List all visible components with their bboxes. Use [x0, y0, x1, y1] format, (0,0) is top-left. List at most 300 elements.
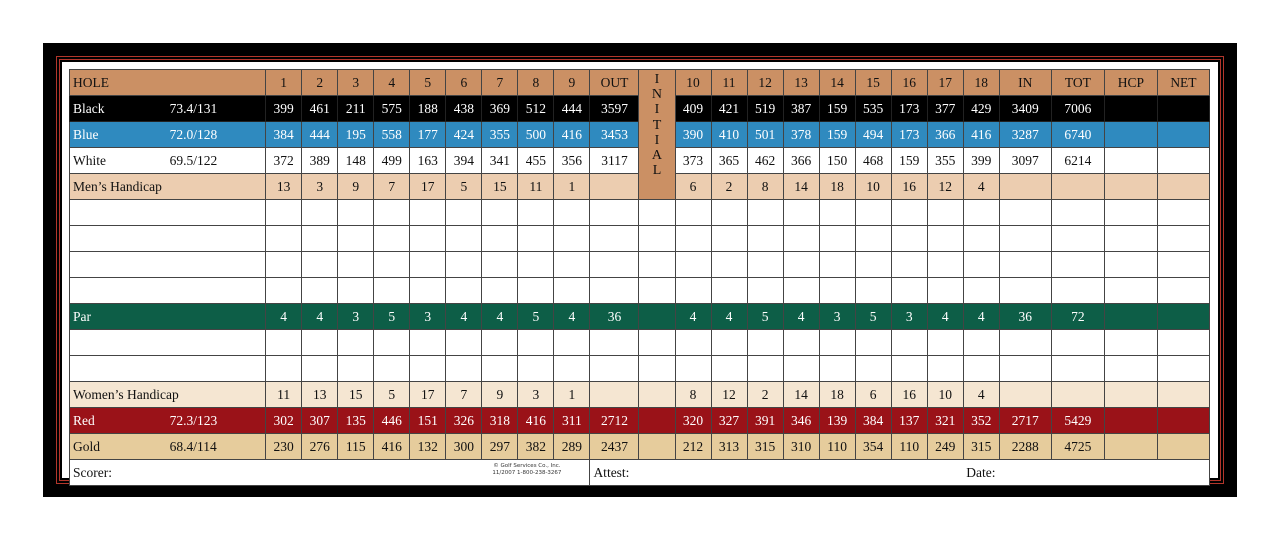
par-value: 4 [302, 304, 338, 330]
score-cell[interactable] [590, 330, 639, 356]
score-cell[interactable] [374, 356, 410, 382]
score-cell[interactable] [338, 226, 374, 252]
score-cell[interactable] [482, 278, 518, 304]
score-cell[interactable] [518, 278, 554, 304]
tee-rating: 72.0/128 [168, 122, 266, 148]
yardage: 150 [819, 148, 855, 174]
tee-rating: 73.4/131 [168, 96, 266, 122]
player-score-row [70, 278, 1210, 304]
score-cell[interactable] [819, 226, 855, 252]
yardage: 318 [482, 408, 518, 434]
score-cell[interactable] [675, 200, 711, 226]
score-cell[interactable] [999, 226, 1051, 252]
yardage: 300 [446, 434, 482, 460]
handicap-value: 15 [482, 174, 518, 200]
score-cell[interactable] [675, 356, 711, 382]
yardage: 409 [675, 96, 711, 122]
score-cell[interactable] [819, 200, 855, 226]
handicap-value: 1 [554, 174, 590, 200]
yardage: 387 [783, 96, 819, 122]
score-cell[interactable] [482, 356, 518, 382]
hole-number: 4 [374, 70, 410, 96]
in-total: 3097 [999, 148, 1051, 174]
copyright-line: 11/2007 1-800-238-3267 [492, 470, 562, 476]
par-value: 3 [410, 304, 446, 330]
score-cell[interactable] [927, 226, 963, 252]
score-cell[interactable] [518, 200, 554, 226]
player-name-cell[interactable] [70, 356, 266, 382]
score-cell[interactable] [1104, 330, 1157, 356]
handicap-value: 7 [374, 174, 410, 200]
score-cell[interactable] [999, 356, 1051, 382]
score-cell[interactable] [783, 356, 819, 382]
hcp-cell[interactable] [1104, 122, 1157, 148]
yardage: 575 [374, 96, 410, 122]
hcp-cell[interactable] [1104, 434, 1157, 460]
tot-cell [1051, 382, 1104, 408]
tot-total: 4725 [1051, 434, 1104, 460]
score-cell[interactable] [554, 330, 590, 356]
score-cell[interactable] [446, 200, 482, 226]
score-cell[interactable] [338, 330, 374, 356]
hole-number: 15 [855, 70, 891, 96]
handicap-value: 17 [410, 382, 446, 408]
score-cell[interactable] [1104, 200, 1157, 226]
score-cell[interactable] [1051, 252, 1104, 278]
score-cell[interactable] [855, 226, 891, 252]
score-cell[interactable] [711, 278, 747, 304]
player-name-cell[interactable] [70, 278, 266, 304]
score-cell[interactable] [446, 226, 482, 252]
score-cell[interactable] [338, 278, 374, 304]
score-cell[interactable] [963, 278, 999, 304]
handicap-value: 5 [446, 174, 482, 200]
score-cell[interactable] [891, 278, 927, 304]
score-cell[interactable] [1157, 278, 1209, 304]
hcp-cell[interactable] [1104, 174, 1157, 200]
handicap-value: 14 [783, 382, 819, 408]
handicap-value: 6 [855, 382, 891, 408]
score-cell[interactable] [410, 356, 446, 382]
score-cell[interactable] [446, 330, 482, 356]
yardage: 315 [747, 434, 783, 460]
hole-number: 18 [963, 70, 999, 96]
handicap-value: 6 [675, 174, 711, 200]
yardage: 159 [891, 148, 927, 174]
hole-number: 17 [927, 70, 963, 96]
score-cell[interactable] [1157, 252, 1209, 278]
score-cell[interactable] [374, 330, 410, 356]
score-cell[interactable] [554, 356, 590, 382]
score-cell[interactable] [963, 356, 999, 382]
score-cell[interactable] [747, 330, 783, 356]
score-cell[interactable] [891, 200, 927, 226]
handicap-value: 1 [554, 382, 590, 408]
yardage: 346 [783, 408, 819, 434]
player-name-cell[interactable] [70, 330, 266, 356]
score-cell[interactable] [675, 226, 711, 252]
score-cell[interactable] [927, 200, 963, 226]
hole-number: 1 [266, 70, 302, 96]
score-cell[interactable] [1051, 200, 1104, 226]
score-cell[interactable] [1104, 278, 1157, 304]
score-cell[interactable] [891, 356, 927, 382]
par-value: 3 [819, 304, 855, 330]
date-label: Date: [966, 464, 996, 480]
par-value: 4 [963, 304, 999, 330]
score-cell[interactable] [855, 330, 891, 356]
net-cell[interactable] [1157, 96, 1209, 122]
score-cell[interactable] [963, 252, 999, 278]
score-cell[interactable] [855, 356, 891, 382]
yardage: 173 [891, 122, 927, 148]
score-cell[interactable] [266, 200, 302, 226]
handicap-value: 3 [302, 174, 338, 200]
yardage: 421 [711, 96, 747, 122]
score-cell[interactable] [999, 278, 1051, 304]
score-cell[interactable] [554, 226, 590, 252]
score-cell[interactable] [819, 252, 855, 278]
yardage: 310 [783, 434, 819, 460]
score-cell[interactable] [266, 330, 302, 356]
score-cell[interactable] [747, 252, 783, 278]
handicap-value: 11 [266, 382, 302, 408]
yardage: 173 [891, 96, 927, 122]
score-cell[interactable] [482, 200, 518, 226]
yardage: 369 [482, 96, 518, 122]
player-name-cell[interactable] [70, 226, 266, 252]
initial-letter: N [651, 87, 663, 103]
scorer-field[interactable] [70, 460, 590, 486]
handicap-value: 18 [819, 174, 855, 200]
score-cell[interactable] [747, 200, 783, 226]
out-label: OUT [590, 70, 639, 96]
yardage: 321 [927, 408, 963, 434]
score-cell[interactable] [554, 252, 590, 278]
in-total: 2717 [999, 408, 1051, 434]
hcp-cell[interactable] [1104, 382, 1157, 408]
handicap-label: Men’s Handicap [70, 174, 266, 200]
score-cell[interactable] [927, 252, 963, 278]
tot-total: 5429 [1051, 408, 1104, 434]
hole-number: 2 [302, 70, 338, 96]
yardage: 558 [374, 122, 410, 148]
tee-name: Black [70, 96, 168, 122]
score-cell[interactable] [410, 252, 446, 278]
score-cell[interactable] [266, 226, 302, 252]
yardage: 326 [446, 408, 482, 434]
score-cell[interactable] [590, 226, 639, 252]
player-score-row [70, 356, 1210, 382]
hole-number: 13 [783, 70, 819, 96]
score-cell[interactable] [963, 330, 999, 356]
net-cell[interactable] [1157, 408, 1209, 434]
handicap-value: 17 [410, 174, 446, 200]
score-cell[interactable] [783, 278, 819, 304]
score-cell[interactable] [711, 226, 747, 252]
handicap-value: 9 [482, 382, 518, 408]
score-cell[interactable] [338, 252, 374, 278]
score-cell[interactable] [855, 252, 891, 278]
copyright-notice [492, 463, 561, 477]
score-cell[interactable] [711, 252, 747, 278]
score-cell[interactable] [639, 278, 675, 304]
score-cell[interactable] [410, 330, 446, 356]
yardage: 195 [338, 122, 374, 148]
par-in: 36 [999, 304, 1051, 330]
date-field[interactable] [963, 460, 1209, 486]
score-cell[interactable] [783, 226, 819, 252]
yardage: 429 [963, 96, 999, 122]
score-cell[interactable] [1157, 226, 1209, 252]
score-cell[interactable] [590, 200, 639, 226]
score-cell[interactable] [1051, 226, 1104, 252]
par-out: 36 [590, 304, 639, 330]
score-cell[interactable] [783, 330, 819, 356]
initial-cell[interactable] [639, 434, 675, 460]
yardage: 276 [302, 434, 338, 460]
net-cell[interactable] [1157, 434, 1209, 460]
score-cell[interactable] [675, 278, 711, 304]
hcp-cell[interactable] [1104, 408, 1157, 434]
score-cell[interactable] [639, 226, 675, 252]
score-cell[interactable] [747, 226, 783, 252]
score-cell[interactable] [891, 226, 927, 252]
score-cell[interactable] [410, 200, 446, 226]
score-cell[interactable] [819, 356, 855, 382]
score-cell[interactable] [590, 278, 639, 304]
yardage: 366 [783, 148, 819, 174]
yardage: 377 [927, 96, 963, 122]
score-cell[interactable] [819, 278, 855, 304]
out-cell [590, 382, 639, 408]
score-cell[interactable] [446, 252, 482, 278]
yardage: 444 [302, 122, 338, 148]
yardage: 365 [711, 148, 747, 174]
yardage: 416 [374, 434, 410, 460]
initial-letter: I [654, 132, 660, 148]
score-cell[interactable] [819, 330, 855, 356]
score-cell[interactable] [1104, 226, 1157, 252]
yardage: 416 [518, 408, 554, 434]
score-cell[interactable] [639, 200, 675, 226]
hcp-cell[interactable] [1104, 96, 1157, 122]
handicap-value: 8 [747, 174, 783, 200]
hole-number: 5 [410, 70, 446, 96]
tot-cell [1051, 174, 1104, 200]
score-cell[interactable] [855, 200, 891, 226]
score-cell[interactable] [482, 226, 518, 252]
yardage: 468 [855, 148, 891, 174]
yardage: 390 [675, 122, 711, 148]
scorecard-table [69, 69, 1210, 486]
in-total: 3409 [999, 96, 1051, 122]
net-cell[interactable] [1157, 148, 1209, 174]
score-cell[interactable] [927, 356, 963, 382]
scorer-label: Scorer: [73, 464, 112, 480]
par-value: 4 [266, 304, 302, 330]
yardage: 444 [554, 96, 590, 122]
yardage: 151 [410, 408, 446, 434]
yardage: 384 [855, 408, 891, 434]
score-cell[interactable] [711, 330, 747, 356]
hole-number: 8 [518, 70, 554, 96]
score-cell[interactable] [711, 356, 747, 382]
tot-total: 7006 [1051, 96, 1104, 122]
score-cell[interactable] [1051, 330, 1104, 356]
yardage: 384 [266, 122, 302, 148]
net-cell[interactable] [1157, 122, 1209, 148]
score-cell[interactable] [410, 226, 446, 252]
score-cell[interactable] [482, 252, 518, 278]
yardage: 394 [446, 148, 482, 174]
score-cell[interactable] [518, 330, 554, 356]
scorecard [43, 43, 1237, 497]
score-cell[interactable] [927, 330, 963, 356]
score-cell[interactable] [482, 330, 518, 356]
in-label: IN [999, 70, 1051, 96]
score-cell[interactable] [374, 200, 410, 226]
initial-letter: I [654, 72, 660, 87]
yardage: 416 [554, 122, 590, 148]
hole-label: HOLE [70, 70, 266, 96]
score-cell[interactable] [639, 356, 675, 382]
score-cell[interactable] [302, 356, 338, 382]
score-cell[interactable] [554, 200, 590, 226]
score-cell[interactable] [302, 330, 338, 356]
hole-number: 10 [675, 70, 711, 96]
score-cell[interactable] [410, 278, 446, 304]
yardage: 249 [927, 434, 963, 460]
handicap-value: 2 [747, 382, 783, 408]
score-cell[interactable] [446, 356, 482, 382]
score-cell[interactable] [518, 356, 554, 382]
score-cell[interactable] [675, 330, 711, 356]
score-cell[interactable] [266, 252, 302, 278]
score-cell[interactable] [927, 278, 963, 304]
yardage: 399 [963, 148, 999, 174]
initial-letter: I [654, 102, 660, 118]
score-cell[interactable] [1104, 252, 1157, 278]
score-cell[interactable] [783, 252, 819, 278]
net-cell[interactable] [1157, 382, 1209, 408]
score-cell[interactable] [338, 200, 374, 226]
score-cell[interactable] [374, 278, 410, 304]
net-cell[interactable] [1157, 174, 1209, 200]
score-cell[interactable] [302, 226, 338, 252]
yardage: 356 [554, 148, 590, 174]
score-cell[interactable] [518, 252, 554, 278]
score-cell[interactable] [963, 226, 999, 252]
score-cell[interactable] [747, 278, 783, 304]
tee-name: Gold [70, 434, 168, 460]
score-cell[interactable] [711, 200, 747, 226]
tee-rating: 72.3/123 [168, 408, 266, 434]
score-cell[interactable] [891, 252, 927, 278]
score-cell[interactable] [374, 226, 410, 252]
score-cell[interactable] [266, 278, 302, 304]
yardage: 110 [819, 434, 855, 460]
handicap-value: 9 [338, 174, 374, 200]
initial-cell[interactable] [639, 382, 675, 408]
yardage: 307 [302, 408, 338, 434]
score-cell[interactable] [1157, 200, 1209, 226]
initial-cell[interactable] [639, 408, 675, 434]
hole-number: 7 [482, 70, 518, 96]
net-label: NET [1157, 70, 1209, 96]
score-cell[interactable] [302, 252, 338, 278]
yardage: 311 [554, 408, 590, 434]
score-cell[interactable] [855, 278, 891, 304]
yardage: 110 [891, 434, 927, 460]
score-cell[interactable] [302, 278, 338, 304]
initial-letter: L [652, 163, 662, 179]
hcp-cell[interactable] [1104, 148, 1157, 174]
score-cell[interactable] [783, 200, 819, 226]
score-cell[interactable] [891, 330, 927, 356]
par-value: 3 [338, 304, 374, 330]
score-cell[interactable] [374, 252, 410, 278]
score-cell[interactable] [675, 252, 711, 278]
tot-label: TOT [1051, 70, 1104, 96]
tee-row-gold [70, 434, 1210, 460]
par-value: 4 [446, 304, 482, 330]
score-cell[interactable] [999, 252, 1051, 278]
handicap-value: 11 [518, 174, 554, 200]
score-cell[interactable] [590, 252, 639, 278]
par-value: 4 [675, 304, 711, 330]
score-cell[interactable] [554, 278, 590, 304]
score-cell[interactable] [302, 200, 338, 226]
hole-number: 9 [554, 70, 590, 96]
score-cell[interactable] [518, 226, 554, 252]
handicap-value: 13 [266, 174, 302, 200]
score-cell[interactable] [747, 356, 783, 382]
player-name-cell[interactable] [70, 252, 266, 278]
score-cell[interactable] [1157, 356, 1209, 382]
tot-total: 6214 [1051, 148, 1104, 174]
hole-number: 12 [747, 70, 783, 96]
score-cell[interactable] [1051, 278, 1104, 304]
score-cell[interactable] [999, 330, 1051, 356]
score-cell[interactable] [590, 356, 639, 382]
tee-name: Blue [70, 122, 168, 148]
score-cell[interactable] [1051, 356, 1104, 382]
handicap-label: Women’s Handicap [70, 382, 266, 408]
tee-row-red [70, 408, 1210, 434]
attest-label: Attest: [593, 464, 630, 480]
score-cell[interactable] [446, 278, 482, 304]
score-cell[interactable] [639, 330, 675, 356]
hole-row [70, 70, 1210, 96]
yardage: 320 [675, 408, 711, 434]
score-cell[interactable] [999, 200, 1051, 226]
out-total: 3117 [590, 148, 639, 174]
score-cell[interactable] [963, 200, 999, 226]
score-cell[interactable] [1104, 356, 1157, 382]
score-cell[interactable] [639, 252, 675, 278]
score-cell[interactable] [338, 356, 374, 382]
score-cell[interactable] [266, 356, 302, 382]
score-cell[interactable] [1157, 330, 1209, 356]
player-name-cell[interactable] [70, 200, 266, 226]
yardage: 519 [747, 96, 783, 122]
yardage: 535 [855, 96, 891, 122]
yardage: 389 [302, 148, 338, 174]
net-cell [1157, 304, 1209, 330]
yardage: 139 [819, 408, 855, 434]
attest-field[interactable] [590, 460, 963, 486]
